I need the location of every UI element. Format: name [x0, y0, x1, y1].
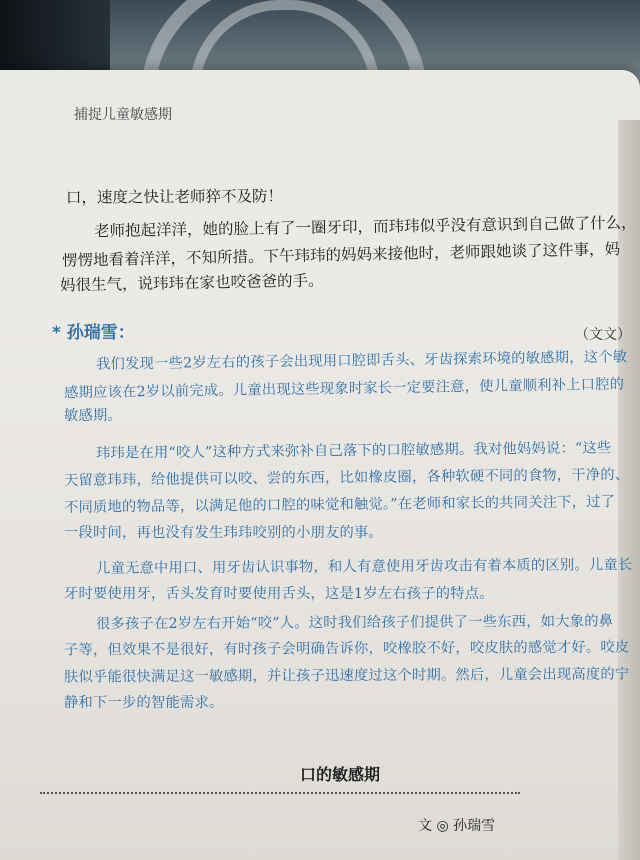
running-header: 捕捉儿童敏感期 — [74, 107, 172, 123]
commentary-line: 敏感期。 — [64, 408, 122, 424]
dotted-divider — [40, 792, 520, 794]
commentary-line: 感期应该在2岁以前完成。儿童出现这些现象时家长一定要注意，使儿童顺利补上口腔的 — [63, 376, 625, 402]
section-title: 口的敏感期 — [300, 765, 381, 784]
commentary-line: 子等，但效果不是很好，有时孩子会明确告诉你，咬橡胶不好，咬皮肤的感觉才好。咬皮 — [63, 639, 630, 659]
commentary-line: 儿童无意中用口、用牙齿认识事物，和人有意使用牙齿攻击有着本质的区别。儿童长 — [95, 557, 633, 577]
commentary-line: 一段时间，再也没有发生玮玮咬别的小朋友的事。 — [64, 525, 383, 541]
commentary-line: 肤似乎能很快满足这一敏感期，并让孩子迅速度过这个时期。然后，儿童会出现高度的宁 — [63, 666, 630, 686]
section-author: 文 ◎ 孙瑞雪 — [418, 818, 496, 834]
commentary-line: 很多孩子在2岁左右开始“咬”人。这时我们给孩子们提供了一些东西，如大象的鼻 — [95, 613, 614, 633]
commentary-line: 不同质地的物品等，以满足他的口腔的味觉和触觉。”在老师和家长的共同关注下，过了 — [63, 494, 616, 516]
story-line: 愣愣地看着洋洋，不知所措。下午玮玮的妈妈来接他时，老师跟她谈了这件事，妈 — [61, 240, 621, 270]
story-line: 老师抱起洋洋，她的脸上有了一圈牙印，而玮玮似乎没有意识到自己做了什么， — [93, 213, 637, 241]
commentary-line: 牙时要使用牙，舌头发育时要使用舌头，这是1岁左右孩子的特点。 — [64, 586, 494, 602]
commentary-line: 玮玮是在用“咬人”这种方式来弥补自己落下的口腔敏感期。我对他妈妈说：“这些 — [95, 440, 612, 462]
commentary-line: 静和下一步的智能需求。 — [64, 695, 224, 711]
story-line: 妈很生气，说玮玮在家也咬爸爸的手。 — [59, 271, 324, 295]
commentary-tag: （文文） — [575, 327, 631, 343]
story-line: 口，速度之快让老师猝不及防！ — [65, 187, 284, 207]
commentary-heading: * 孙瑞雪： — [52, 323, 135, 343]
commentary-line: 我们发现一些2岁左右的孩子会出现用口腔即舌头、牙齿探索环境的敏感期，这个敏 — [95, 349, 628, 373]
commentary-line: 天留意玮玮，给他提供可以咬、尝的东西，比如橡皮圈，各种软硬不同的食物，干净的、 — [63, 467, 630, 489]
